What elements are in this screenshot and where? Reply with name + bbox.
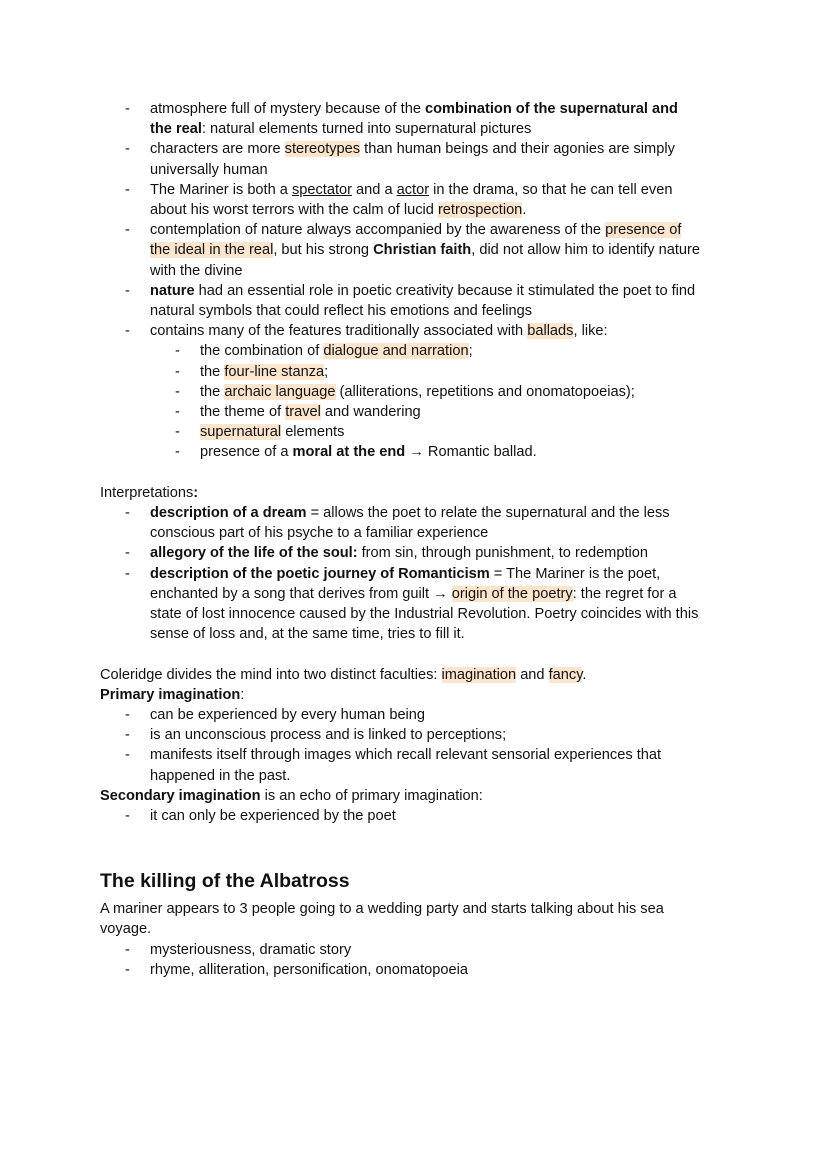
list-item — [100, 745, 740, 765]
text-run: enchanted by a song that derives from guilt → — [150, 585, 452, 602]
list-item-continuation — [100, 766, 740, 786]
text-run: , but his strong — [273, 242, 374, 259]
text-run: the — [200, 363, 225, 380]
text-run: ; — [324, 363, 329, 380]
sub-list-item — [100, 382, 740, 402]
bullet-dash: - — [125, 545, 130, 562]
spacer — [100, 463, 740, 483]
text-run: rhyme, alliteration, personification, onomatopoeia — [150, 961, 468, 978]
text-run: and a — [351, 181, 397, 198]
text-run: = The Mariner is the poet, — [489, 565, 661, 582]
text-run: , like: — [573, 323, 608, 340]
list-item — [100, 281, 740, 301]
text-run: the theme of — [200, 404, 286, 421]
list-item — [100, 503, 740, 523]
text-run: → Romantic ballad. — [405, 444, 537, 461]
list-item-continuation — [100, 301, 740, 321]
text-run: Interpretations — [100, 484, 194, 501]
bold-text: : — [193, 484, 199, 501]
highlighted-text: fancy — [548, 666, 583, 683]
list-item-continuation — [100, 584, 740, 604]
bold-text: moral at the end — [292, 444, 406, 461]
primary-imagination-list — [100, 705, 740, 786]
bullet-dash: - — [175, 444, 180, 461]
albatross-list — [100, 940, 740, 980]
text-run: universally human — [150, 161, 268, 178]
bullet-dash: - — [125, 727, 130, 744]
list-item — [100, 564, 740, 584]
sub-list-item — [100, 442, 740, 462]
section-title: The killing of the Albatross — [100, 870, 350, 893]
list-item — [100, 139, 740, 159]
highlighted-text: travel — [285, 404, 321, 421]
list-item — [100, 321, 740, 341]
bullet-dash: - — [175, 343, 180, 360]
bullet-dash: - — [125, 181, 130, 198]
bold-text: description of the poetic journey of Romanticism — [150, 565, 490, 582]
highlighted-text: ballads — [527, 323, 574, 340]
highlighted-text: four-line stanza — [224, 363, 325, 380]
text-run: characters are more — [150, 141, 285, 158]
text-run: with the divine — [150, 262, 243, 279]
list-item — [100, 705, 740, 725]
bullet-dash: - — [125, 707, 130, 724]
bullet-dash: - — [175, 404, 180, 421]
paragraph-line — [100, 919, 740, 939]
underlined-text: spectator — [291, 181, 352, 198]
paragraph-line — [100, 899, 740, 919]
text-run: manifests itself through images which recall relevant sensorial experiences that — [150, 747, 662, 764]
text-run: than human beings and their agonies are simply — [360, 141, 675, 158]
list-item — [100, 960, 740, 980]
list-item-continuation — [100, 119, 740, 139]
bullet-dash: - — [125, 565, 130, 582]
text-run: is an unconscious process and is linked to perceptions; — [150, 727, 507, 744]
highlighted-text: supernatural — [200, 424, 282, 441]
coleridge-paragraph — [100, 665, 740, 685]
text-run: and wandering — [320, 404, 421, 421]
bullet-dash: - — [125, 323, 130, 340]
list-item — [100, 725, 740, 745]
bold-text: the real — [150, 121, 202, 138]
sub-list-item — [100, 362, 740, 382]
highlighted-text: imagination — [441, 666, 517, 683]
list-item-continuation — [100, 624, 740, 644]
list-item-continuation — [100, 160, 740, 180]
document-content — [100, 99, 740, 980]
bullet-dash: - — [175, 363, 180, 380]
interpretations-list — [100, 503, 740, 644]
bullet-dash: - — [175, 424, 180, 441]
text-run: ; — [468, 343, 473, 360]
bold-text: nature — [150, 282, 195, 299]
bullet-dash: - — [125, 747, 130, 764]
highlighted-text: presence of — [605, 222, 682, 239]
bullet-dash: - — [175, 383, 180, 400]
bold-text: Secondary imagination — [100, 787, 261, 804]
bullet-dash: - — [125, 101, 130, 117]
text-run: : — [240, 686, 245, 703]
list-item — [100, 940, 740, 960]
bold-text: combination of the supernatural and — [425, 101, 678, 117]
list-item — [100, 806, 740, 826]
sub-list-item — [100, 341, 740, 361]
list-item — [100, 180, 740, 200]
text-run: = allows the poet to relate the supernatural and the less — [306, 505, 670, 522]
list-item-continuation — [100, 523, 740, 543]
bullet-dash: - — [125, 282, 130, 299]
bold-text: description of a dream — [150, 505, 307, 522]
bullet-dash: - — [125, 505, 130, 522]
list-item-continuation — [100, 240, 740, 260]
features-list — [100, 99, 740, 463]
sub-list-item — [100, 422, 740, 442]
bullet-dash: - — [125, 808, 130, 825]
text-run: The Mariner is both a — [150, 181, 292, 198]
primary-imagination-heading — [100, 685, 740, 705]
list-item — [100, 99, 740, 119]
list-item — [100, 220, 740, 240]
text-run: presence of a — [200, 444, 293, 461]
text-run: . — [582, 666, 587, 683]
highlighted-text: retrospection — [437, 202, 523, 219]
text-run: voyage. — [100, 921, 152, 938]
interpretations-heading — [100, 483, 740, 503]
bullet-dash: - — [125, 941, 130, 958]
list-item-continuation — [100, 261, 740, 281]
text-run: had an essential role in poetic creativity because it stimulated the poet to find — [194, 282, 696, 299]
bold-text: Primary imagination — [100, 686, 241, 703]
bullet-dash: - — [125, 222, 130, 239]
text-run: A mariner appears to 3 people going to a wedding party and starts talking about his sea — [100, 901, 664, 918]
text-run: in the drama, so that he can tell even — [429, 181, 673, 198]
text-run: the — [200, 383, 225, 400]
text-run: the combination of — [200, 343, 324, 360]
text-run: can be experienced by every human being — [150, 707, 426, 724]
text-run: conscious part of his psyche to a familiar experience — [150, 525, 489, 542]
highlighted-text: origin of the poetry — [451, 585, 573, 602]
highlighted-text: dialogue and narration — [323, 343, 469, 360]
text-run: Coleridge divides the mind into two distinct faculties: — [100, 666, 442, 683]
text-run: is an echo of primary imagination: — [260, 787, 483, 804]
text-run: : natural elements turned into supernatural pictures — [201, 121, 532, 138]
text-run: sense of loss and, at the same time, tries to fill it. — [150, 626, 465, 643]
text-run: about his worst terrors with the calm of lucid — [150, 202, 438, 219]
highlighted-text: the ideal in the real — [150, 242, 274, 259]
text-run: . — [522, 202, 527, 219]
text-run: , did not allow him to identify nature — [471, 242, 700, 259]
section-intro — [100, 899, 740, 939]
text-run: : the regret for a — [572, 585, 677, 602]
list-item-continuation — [100, 200, 740, 220]
text-run: it can only be experienced by the poet — [150, 808, 396, 825]
bold-text: allegory of the life of the soul: — [150, 545, 358, 562]
text-run: happened in the past. — [150, 767, 291, 784]
text-run: mysteriousness, dramatic story — [150, 941, 352, 958]
text-run: atmosphere full of mystery because of the — [150, 101, 425, 117]
sub-list-item — [100, 402, 740, 422]
underlined-text: actor — [396, 181, 430, 198]
highlighted-text: stereotypes — [284, 141, 361, 158]
text-run: contains many of the features traditionally associated with — [150, 323, 528, 340]
text-run: (alliterations, repetitions and onomatopoeias); — [335, 383, 635, 400]
secondary-imagination-list — [100, 806, 740, 826]
spacer — [100, 826, 740, 869]
text-run: elements — [281, 424, 345, 441]
bullet-dash: - — [125, 141, 130, 158]
text-run: and — [516, 666, 549, 683]
bullet-dash: - — [125, 961, 130, 978]
bold-text: Christian faith — [373, 242, 472, 259]
text-run: state of lost innocence caused by the Industrial Revolution. Poetry coincides with this — [150, 606, 699, 623]
list-item — [100, 543, 740, 563]
spacer — [100, 644, 740, 664]
secondary-imagination-heading — [100, 786, 740, 806]
text-run: contemplation of nature always accompanied by the awareness of the — [150, 222, 606, 239]
list-item-continuation — [100, 604, 740, 624]
text-run: natural symbols that could reflect his emotions and feelings — [150, 303, 533, 320]
text-run: from sin, through punishment, to redemption — [357, 545, 648, 562]
highlighted-text: archaic language — [224, 383, 336, 400]
